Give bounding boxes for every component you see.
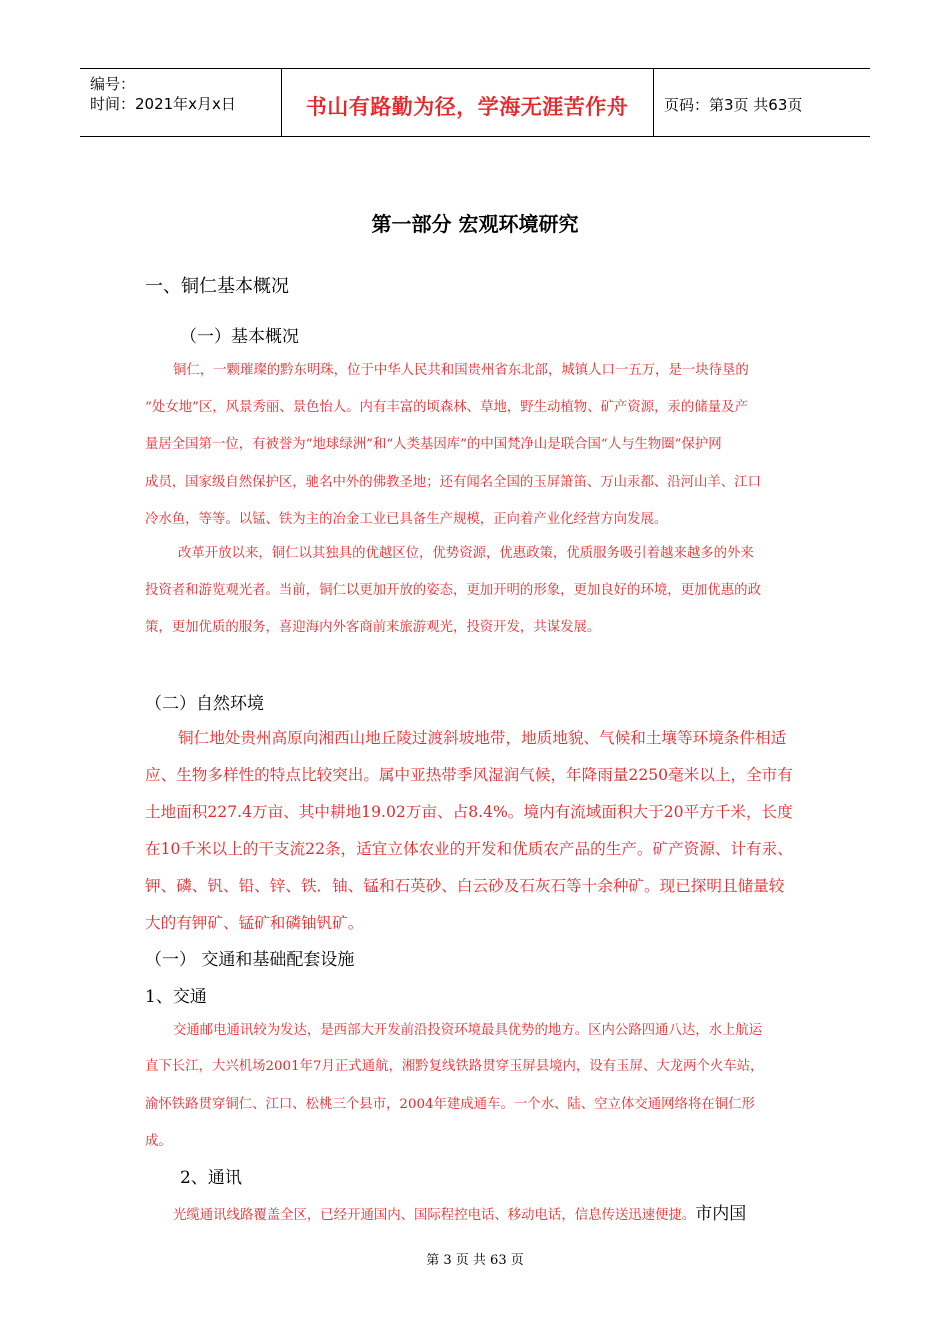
sub1-para2-line: 改革开放以来，铜仁以其独具的优越区位，优势资源，优惠政策，优质服务吸引着越来越多的外来 <box>178 546 754 561</box>
page-footer: 第 3 页 共 63 页 <box>426 1253 524 1268</box>
sub1-line: 量居全国第一位，有被誉为“地球绿洲”和“人类基因库”的中国梵净山是联合国“人与生物圈”保护网 <box>145 437 722 452</box>
sub1-para2-line: 策，更加优质的服务，喜迎海内外客商前来旅游观光，投资开发，共谋发展。 <box>145 620 601 635</box>
sub2-line: 大的有钾矿、锰矿和磷铀钒矿。 <box>145 914 364 932</box>
sub1-line: “处女地”区，风景秀丽、景色怡人。内有丰富的顷森林、草地，野生动植物、矿产资源，汞的储量及产 <box>145 400 748 415</box>
section1-heading: 一、铜仁基本概况 <box>145 276 289 297</box>
time-label: 时间：2021年x月x日 <box>90 95 236 113</box>
sub3-heading: （一） 交通和基础配套设施 <box>145 950 355 970</box>
sub1-para2-line: 投资者和游览观光者。当前，铜仁以更加开放的姿态，更加开明的形象，更加良好的环境，更加优惠的政 <box>145 583 761 598</box>
item2-heading: 2、通讯 <box>180 1168 242 1188</box>
sub2-line: 钾、磷、钒、铅、锌、铁．铀、锰和石英砂、白云砂及石灰石等十余种矿。现已探明且储量较 <box>145 877 785 895</box>
header-right-cell <box>654 69 870 136</box>
sub1-line: 冷水鱼，等等。以锰、铁为主的冶金工业已具备生产规模，正向着产业化经营方向发展。 <box>145 512 668 527</box>
id-label: 编号： <box>90 75 136 93</box>
header-middle-cell <box>281 69 654 136</box>
header-motto: 书山有路勤为径，学海无涯苦作舟 <box>305 94 629 119</box>
sub1-heading: （一）基本概况 <box>180 327 299 347</box>
item1-line: 渝怀铁路贯穿铜仁、江口、松桃三个县市，2004年建成通车。一个水、陆、空立体交通网络将在铜仁形 <box>145 1097 755 1112</box>
item1-line: 直下长江，大兴机场2001年7月正式通航，湘黔复线铁路贯穿玉屏县境内，设有玉屏、大龙两个火车站， <box>145 1059 764 1074</box>
page-header <box>80 68 870 137</box>
item1-line: 成。 <box>145 1134 172 1149</box>
page-title: 第一部分 宏观环境研究 <box>371 212 579 236</box>
item2-line <box>173 1199 746 1224</box>
sub2-heading: （二）自然环境 <box>145 694 264 714</box>
sub2-line: 在10千米以上的干支流22条，适宜立体农业的开发和优质农产品的生产。矿产资源、计有汞、 <box>145 840 793 858</box>
item1-heading: 1、交通 <box>145 987 207 1007</box>
item2-line-black: 市内国 <box>695 1204 747 1224</box>
sub2-line: 铜仁地处贵州高原向湘西山地丘陵过渡斜坡地带，地质地貌、气候和土壤等环境条件相适 <box>178 729 787 747</box>
sub2-line: 土地面积227.4万亩、其中耕地19.02万亩、占8.4%。境内有流域面积大于20平方千米，长度 <box>145 803 793 821</box>
item1-line: 交通邮电通讯较为发达，是西部大开发前沿投资环境最具优势的地方。区内公路四通八达，水上航运 <box>173 1023 763 1038</box>
header-page-info: 页码：第3页 共63页 <box>664 96 803 114</box>
sub1-line: 成员，国家级自然保护区，驰名中外的佛教圣地；还有闻名全国的玉屏箫笛、万山汞都、沿河山羊、江口 <box>145 475 761 490</box>
sub1-line: 铜仁，一颗璀璨的黔东明珠，位于中华人民共和国贵州省东北部，城镇人口一五万，是一块待垦的 <box>173 363 749 378</box>
header-left-cell <box>80 69 282 136</box>
item2-line-red: 光缆通讯线路覆盖全区，已经开通国内、国际程控电话、移动电话，信息传送迅速便捷。 <box>173 1208 696 1223</box>
sub2-line: 应、生物多样性的特点比较突出。属中亚热带季风湿润气候，年降雨量2250毫米以上，全市有 <box>145 766 793 784</box>
